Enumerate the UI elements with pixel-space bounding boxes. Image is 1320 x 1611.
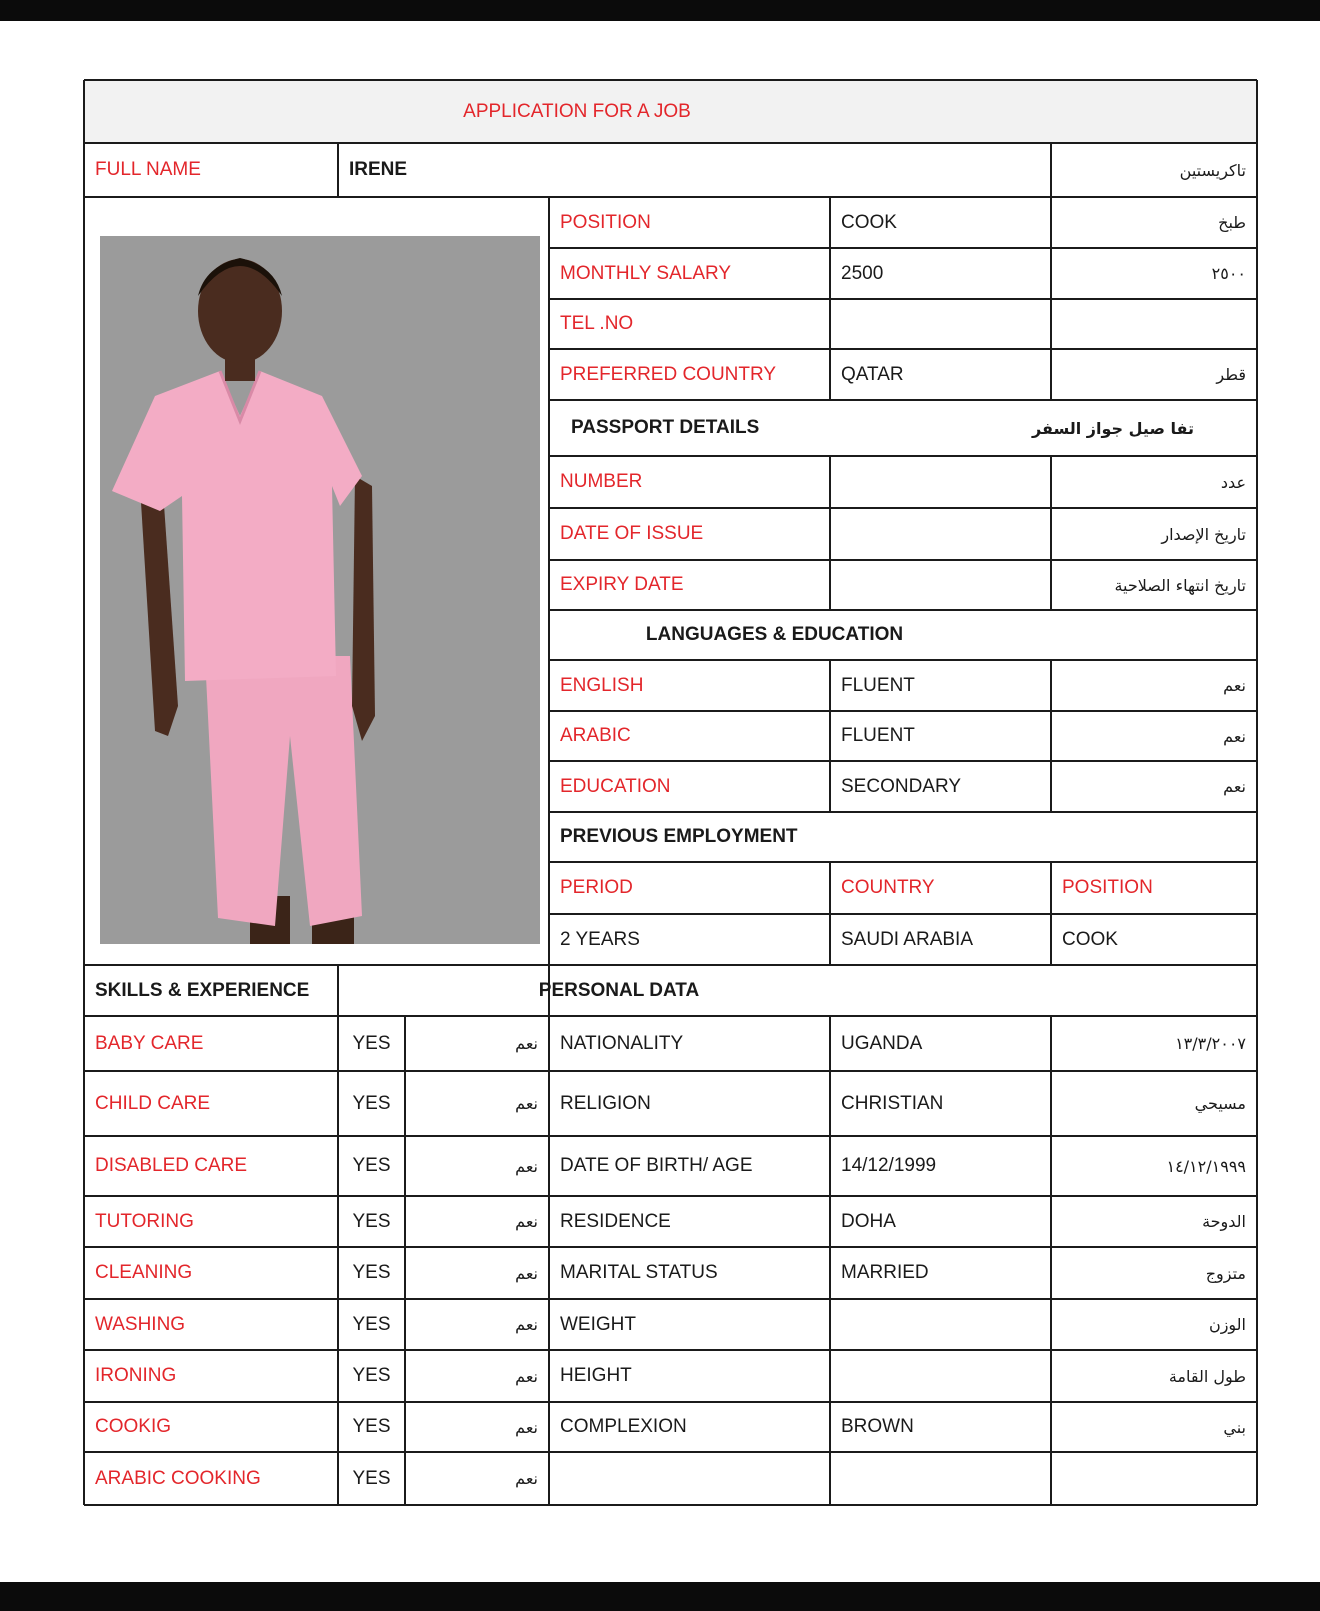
education-label: EDUCATION (560, 775, 671, 797)
skill-baby-care-arabic: نعم (515, 1034, 538, 1053)
employment-column-period: PERIOD (560, 877, 633, 898)
personal-height-label: HEIGHT (560, 1365, 632, 1386)
full-name-value[interactable]: IRENE (349, 159, 408, 180)
applicant-photo (100, 236, 540, 944)
personal-weight-arabic: الوزن (1208, 1315, 1246, 1334)
personal-date-of-birth-age-value[interactable]: 14/12/1999 (841, 1155, 937, 1176)
personal-religion-value[interactable]: CHRISTIAN (841, 1092, 944, 1114)
personal-residence-arabic: الدوحة (1202, 1212, 1246, 1231)
date-of-issue-value[interactable] (830, 508, 1051, 560)
personal-marital-status-value[interactable]: MARRIED (841, 1262, 929, 1283)
skill-disabled-care-arabic: نعم (515, 1156, 538, 1176)
skill-washing-value[interactable]: YES (352, 1313, 391, 1335)
personal-complexion-label: COMPLEXION (560, 1416, 687, 1437)
preferred-country-label: PREFERRED COUNTRY (560, 363, 777, 385)
passport-details-heading-arabic: تفا صيل جواز السفر (1031, 418, 1194, 438)
skill-baby-care-label: BABY CARE (95, 1032, 204, 1054)
full-name-arabic: تاكريستين (1179, 160, 1246, 180)
tel-no-label: TEL .NO (560, 313, 634, 334)
arabic-value[interactable]: FLUENT (841, 725, 915, 746)
personal-marital-status-arabic: متزوج (1205, 1263, 1246, 1283)
personal-weight-label: WEIGHT (560, 1313, 636, 1335)
page-title: APPLICATION FOR A JOB (463, 100, 691, 122)
personal-row-8-arabic (1051, 1452, 1257, 1505)
monthly-salary-arabic: ٢٥٠٠ (1211, 264, 1246, 283)
arabic-label: ARABIC (560, 725, 631, 746)
personal-religion-arabic: مسيحي (1194, 1094, 1246, 1113)
personal-date-of-birth-age-arabic: ١٤/١٢/١٩٩٩ (1166, 1156, 1246, 1176)
bottom-black-bar (0, 1582, 1320, 1611)
monthly-salary-value[interactable]: 2500 (841, 262, 884, 284)
personal-nationality-value[interactable]: UGANDA (841, 1032, 923, 1054)
personal-religion-label: RELIGION (560, 1092, 651, 1114)
top-black-bar (0, 0, 1320, 21)
skill-child-care-value[interactable]: YES (352, 1092, 391, 1114)
skill-tutoring-arabic: نعم (515, 1212, 538, 1231)
personal-height-value[interactable] (830, 1350, 1051, 1402)
personal-residence-value[interactable]: DOHA (841, 1210, 896, 1232)
arabic-arabic: نعم (1223, 726, 1246, 746)
date-of-issue-arabic: تاريخ الإصدار (1161, 524, 1246, 544)
passport-details-heading: PASSPORT DETAILS (571, 417, 760, 438)
personal-marital-status-label: MARITAL STATUS (560, 1262, 718, 1283)
previous-employment-heading: PREVIOUS EMPLOYMENT (560, 826, 798, 847)
personal-data-heading: PERSONAL DATA (538, 979, 700, 1001)
personal-height-arabic: طول القامة (1168, 1366, 1246, 1386)
english-label: ENGLISH (560, 674, 644, 696)
skill-washing-arabic: نعم (515, 1315, 538, 1334)
expiry-date-label: EXPIRY DATE (560, 574, 684, 595)
skills-experience-heading: SKILLS & EXPERIENCE (95, 979, 310, 1001)
personal-row-8-value[interactable] (830, 1452, 1051, 1505)
number-label: NUMBER (560, 471, 643, 492)
skill-cleaning-arabic: نعم (515, 1263, 538, 1283)
skill-cleaning-value[interactable]: YES (352, 1262, 391, 1283)
position-label: POSITION (560, 211, 651, 233)
skill-arabic-cooking-label: ARABIC COOKING (95, 1467, 261, 1489)
employment-column-country: COUNTRY (841, 877, 935, 898)
preferred-country-value[interactable]: QATAR (841, 363, 904, 385)
skill-disabled-care-label: DISABLED CARE (95, 1155, 248, 1176)
number-arabic: عدد (1220, 472, 1246, 492)
applicant-photo-figure (100, 236, 540, 944)
number-value[interactable] (830, 456, 1051, 508)
tel-no-arabic (1051, 299, 1257, 349)
expiry-date-value[interactable] (830, 560, 1051, 610)
personal-date-of-birth-age-label: DATE OF BIRTH/ AGE (560, 1155, 753, 1176)
personal-row-8-label (549, 1452, 830, 1505)
personal-complexion-arabic: بني (1223, 1417, 1246, 1437)
skill-cookig-arabic: نعم (515, 1417, 538, 1437)
skill-child-care-label: CHILD CARE (95, 1092, 211, 1114)
position-value[interactable]: COOK (841, 211, 897, 233)
position-arabic: طبخ (1218, 213, 1246, 232)
personal-nationality-arabic: ١٣/٣/٢٠٠٧ (1175, 1034, 1246, 1053)
skill-ironing-arabic: نعم (515, 1366, 538, 1386)
education-value[interactable]: SECONDARY (841, 775, 962, 797)
skill-child-care-arabic: نعم (515, 1094, 538, 1113)
personal-weight-value[interactable] (830, 1299, 1051, 1350)
personal-residence-label: RESIDENCE (560, 1210, 671, 1232)
tel-no-value[interactable] (830, 299, 1051, 349)
employment-column-position: POSITION (1062, 877, 1153, 898)
employment-cell-period[interactable]: 2 YEARS (560, 928, 640, 950)
skill-arabic-cooking-arabic: نعم (515, 1469, 538, 1488)
skill-washing-label: WASHING (95, 1313, 186, 1335)
skill-disabled-care-value[interactable]: YES (352, 1155, 391, 1176)
personal-nationality-label: NATIONALITY (560, 1032, 684, 1054)
monthly-salary-label: MONTHLY SALARY (560, 262, 732, 284)
skill-tutoring-value[interactable]: YES (352, 1210, 391, 1232)
english-value[interactable]: FLUENT (841, 674, 915, 696)
skill-baby-care-value[interactable]: YES (352, 1032, 391, 1054)
skill-arabic-cooking-value[interactable]: YES (352, 1467, 391, 1489)
full-name-label: FULL NAME (95, 159, 201, 180)
skill-cookig-label: COOKIG (95, 1416, 172, 1437)
skill-tutoring-label: TUTORING (95, 1210, 194, 1232)
expiry-date-arabic: تاريخ انتهاء الصلاحية (1114, 575, 1246, 595)
personal-complexion-value[interactable]: BROWN (841, 1416, 914, 1437)
employment-cell-position[interactable]: COOK (1062, 928, 1118, 950)
education-arabic: نعم (1223, 777, 1246, 796)
skill-ironing-value[interactable]: YES (352, 1365, 391, 1386)
employment-cell-country[interactable]: SAUDI ARABIA (841, 928, 973, 950)
skill-ironing-label: IRONING (95, 1365, 177, 1386)
skill-cookig-value[interactable]: YES (352, 1416, 391, 1437)
english-arabic: نعم (1223, 676, 1246, 695)
languages-education-heading: LANGUAGES & EDUCATION (645, 624, 904, 645)
preferred-country-arabic: قطر (1216, 365, 1246, 384)
date-of-issue-label: DATE OF ISSUE (560, 523, 704, 544)
skill-cleaning-label: CLEANING (95, 1262, 193, 1283)
